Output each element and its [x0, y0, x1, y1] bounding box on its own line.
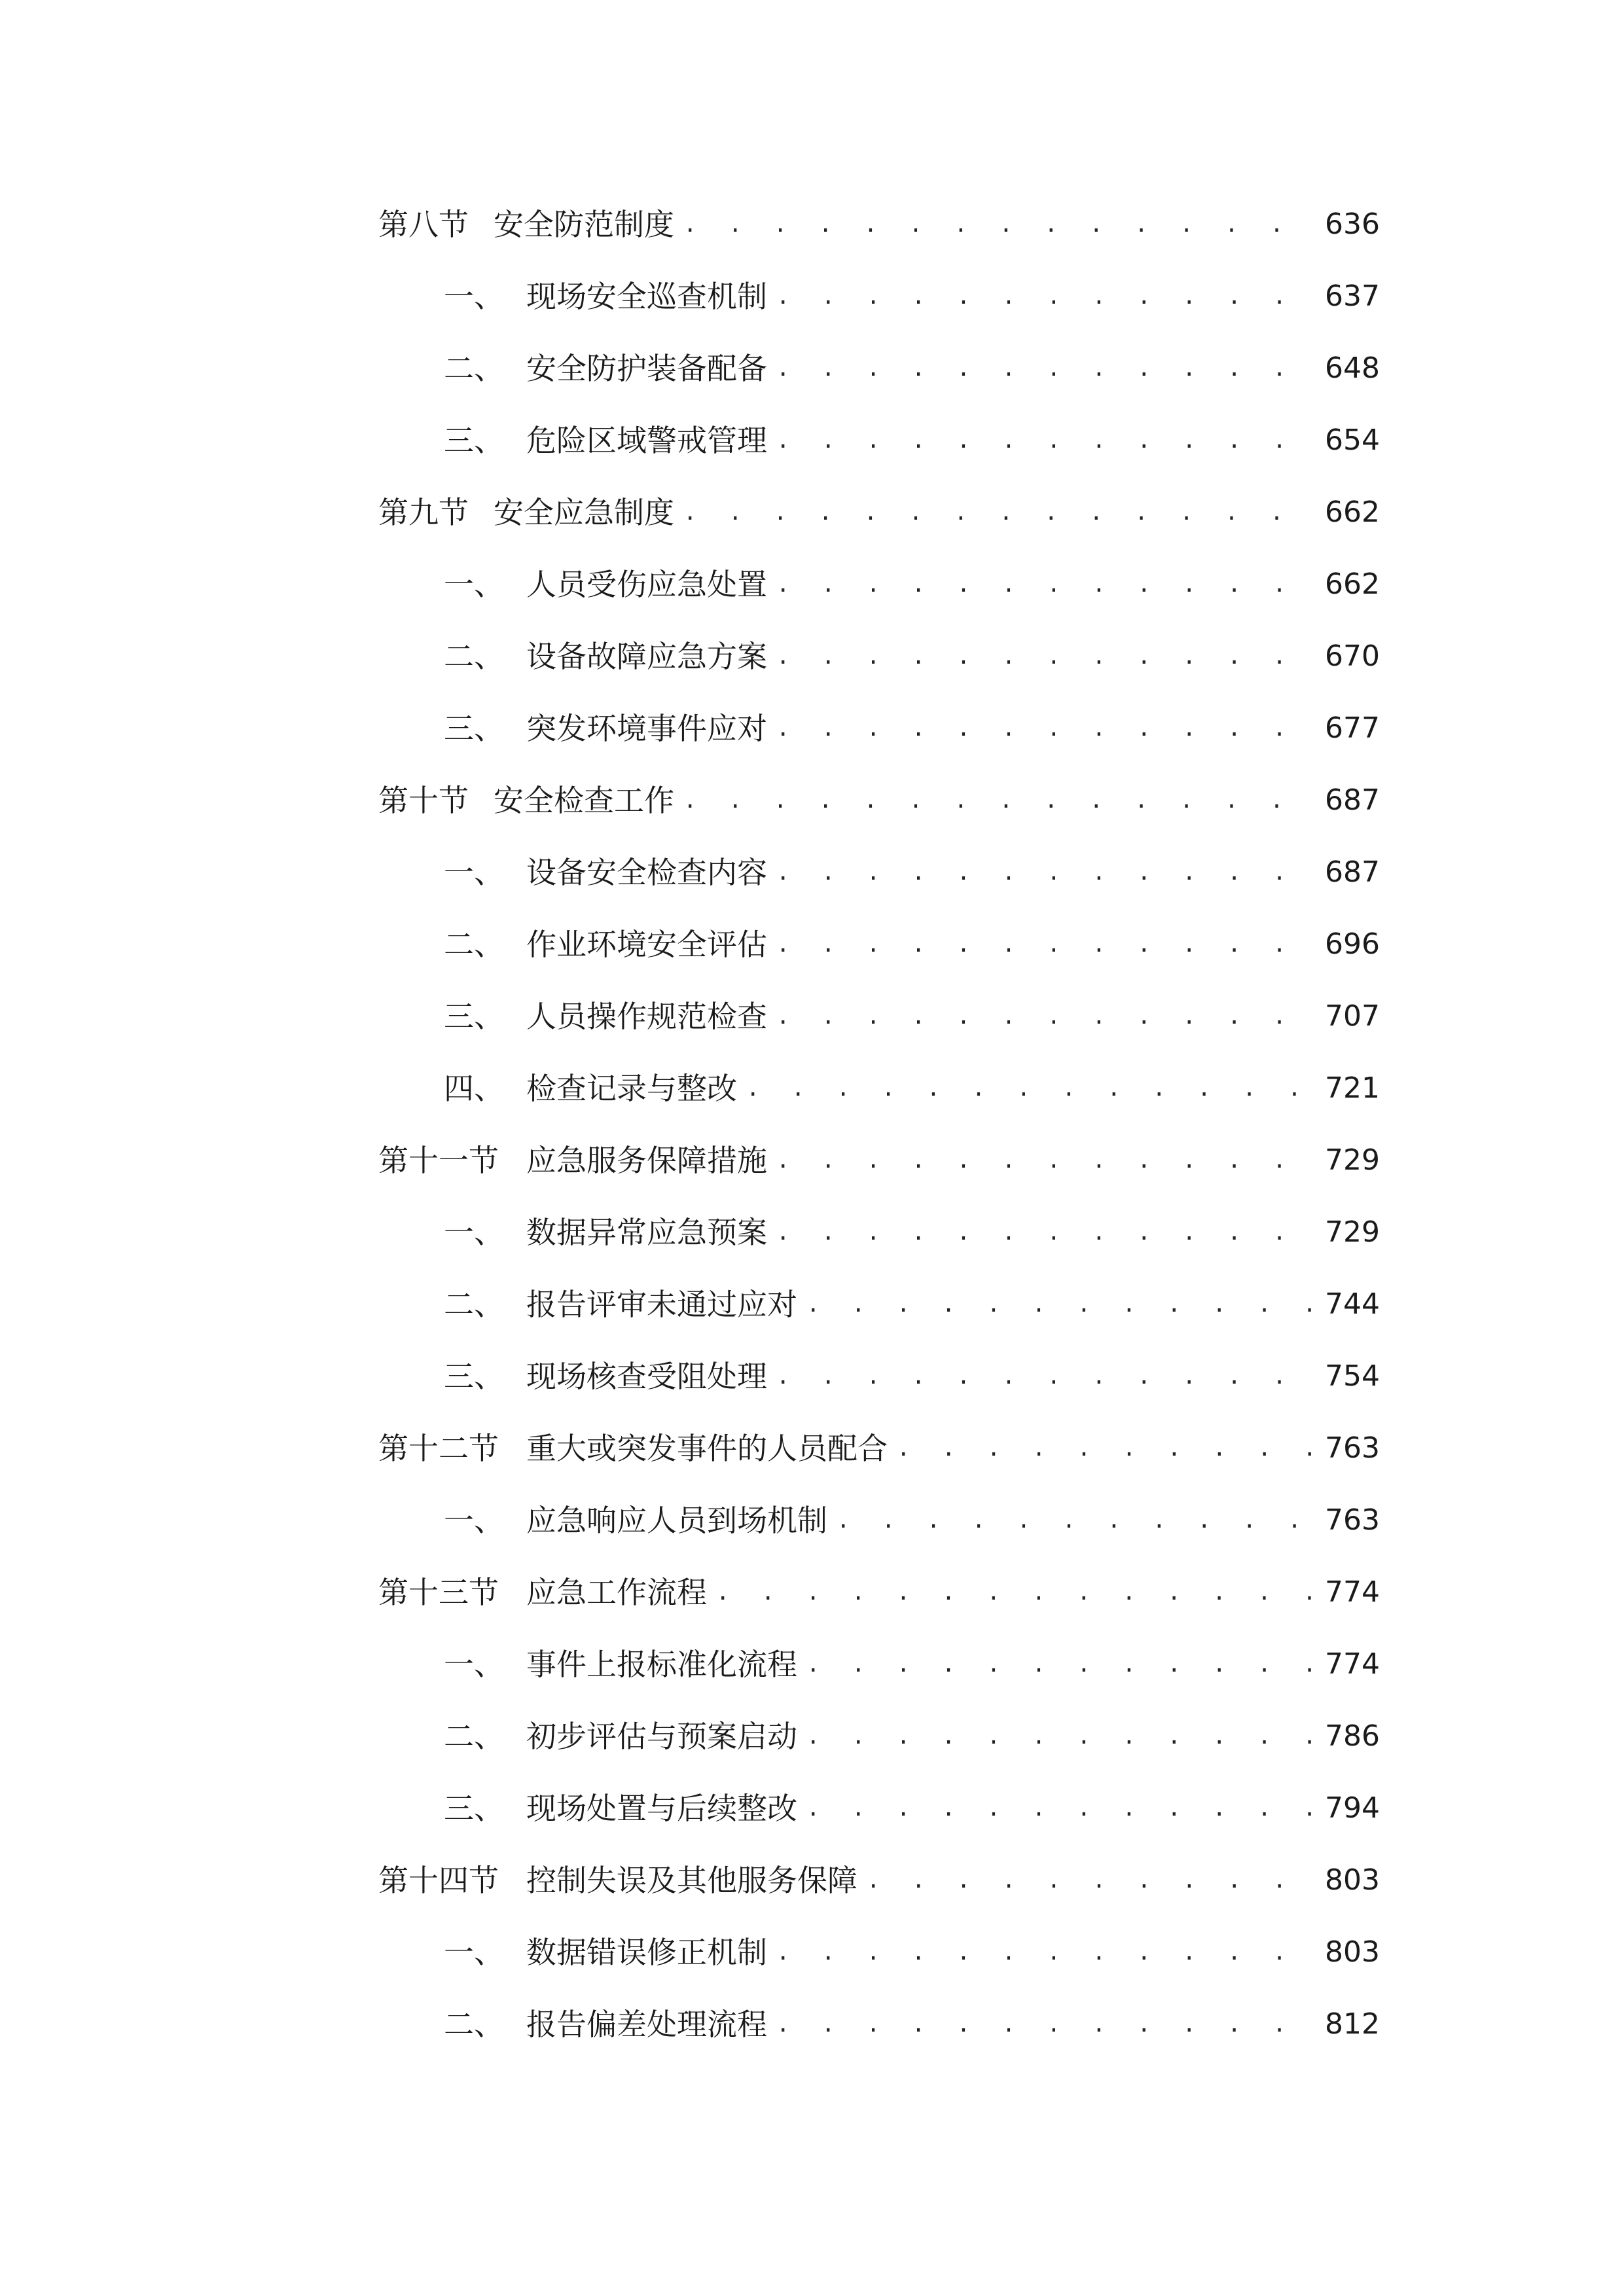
subsection-number: 三、 [444, 423, 504, 458]
toc-section-entry[interactable] [378, 1556, 1380, 1628]
toc-subsection-entry[interactable] [378, 1340, 1380, 1412]
dot-leader [776, 1124, 1313, 1196]
page-number: 707 [1325, 999, 1380, 1033]
dot-leader [776, 260, 1313, 332]
subsection-title: 设备故障应急方案 [526, 639, 767, 674]
subsection-title: 作业环境安全评估 [526, 927, 767, 962]
toc-section-entry[interactable] [378, 188, 1380, 260]
subsection-number: 一、 [444, 279, 504, 314]
toc-section-entry[interactable] [378, 764, 1380, 836]
subsection-number: 三、 [444, 1791, 504, 1826]
section-title: 应急工作流程 [526, 1575, 707, 1610]
subsection-title: 报告评审未通过应对 [526, 1287, 797, 1322]
dot-leader [716, 1556, 1313, 1628]
section-title: 安全应急制度 [494, 495, 674, 530]
page-number: 812 [1325, 2007, 1380, 2041]
page-number: 648 [1325, 351, 1380, 385]
toc-subsection-entry[interactable] [378, 1628, 1380, 1700]
toc-section-entry[interactable] [378, 1412, 1380, 1484]
subsection-number: 二、 [444, 639, 504, 674]
section-number: 第十节 [378, 783, 469, 818]
subsection-title: 数据异常应急预案 [526, 1215, 767, 1250]
dot-leader [776, 692, 1313, 764]
page-number: 744 [1325, 1287, 1380, 1321]
subsection-title: 事件上报标准化流程 [526, 1647, 797, 1682]
subsection-title: 检查记录与整改 [526, 1071, 737, 1106]
dot-leader [746, 1052, 1313, 1124]
dot-leader [776, 404, 1313, 476]
toc-subsection-entry[interactable] [378, 908, 1380, 980]
subsection-title: 人员受伤应急处置 [526, 567, 767, 602]
toc-section-entry[interactable] [378, 1124, 1380, 1196]
dot-leader [776, 548, 1313, 620]
dot-leader [776, 1988, 1313, 2060]
dot-leader [806, 1628, 1313, 1700]
section-title: 应急服务保障措施 [526, 1143, 767, 1178]
dot-leader [683, 188, 1313, 260]
subsection-number: 一、 [444, 855, 504, 890]
section-number: 第十三节 [378, 1575, 499, 1610]
page-number: 763 [1325, 1431, 1380, 1465]
toc-subsection-entry[interactable] [378, 1484, 1380, 1556]
page-number: 721 [1325, 1071, 1380, 1105]
subsection-title: 突发环境事件应对 [526, 711, 767, 746]
subsection-title: 报告偏差处理流程 [526, 2007, 767, 2042]
subsection-title: 人员操作规范检查 [526, 999, 767, 1034]
page-number: 763 [1325, 1503, 1380, 1537]
page-number: 803 [1325, 1863, 1380, 1897]
subsection-title: 数据错误修正机制 [526, 1935, 767, 1970]
toc-subsection-entry[interactable] [378, 836, 1380, 908]
dot-leader [776, 980, 1313, 1052]
subsection-number: 四、 [444, 1071, 504, 1106]
dot-leader [806, 1772, 1313, 1844]
table-of-contents [378, 188, 1380, 2060]
subsection-number: 一、 [444, 567, 504, 602]
section-number: 第十一节 [378, 1143, 499, 1178]
toc-subsection-entry[interactable] [378, 548, 1380, 620]
subsection-number: 一、 [444, 1503, 504, 1538]
page-number: 662 [1325, 567, 1380, 601]
page-number: 687 [1325, 783, 1380, 817]
subsection-number: 三、 [444, 999, 504, 1034]
page-number: 803 [1325, 1935, 1380, 1969]
page-number: 754 [1325, 1359, 1380, 1393]
subsection-title: 现场核查受阻处理 [526, 1359, 767, 1394]
dot-leader [776, 620, 1313, 692]
dot-leader [776, 908, 1313, 980]
toc-subsection-entry[interactable] [378, 692, 1380, 764]
subsection-number: 三、 [444, 1359, 504, 1394]
subsection-number: 二、 [444, 927, 504, 962]
subsection-title: 现场处置与后续整改 [526, 1791, 797, 1826]
section-number: 第八节 [378, 207, 469, 242]
toc-subsection-entry[interactable] [378, 620, 1380, 692]
page-number: 729 [1325, 1215, 1380, 1249]
page-number: 670 [1325, 639, 1380, 673]
dot-leader [806, 1268, 1313, 1340]
page-number: 729 [1325, 1143, 1380, 1177]
toc-subsection-entry[interactable] [378, 260, 1380, 332]
subsection-number: 三、 [444, 711, 504, 746]
dot-leader [776, 1340, 1313, 1412]
subsection-number: 二、 [444, 1287, 504, 1322]
toc-subsection-entry[interactable] [378, 1988, 1380, 2060]
section-title: 控制失误及其他服务保障 [526, 1863, 857, 1898]
toc-subsection-entry[interactable] [378, 1052, 1380, 1124]
subsection-number: 一、 [444, 1215, 504, 1250]
toc-subsection-entry[interactable] [378, 1196, 1380, 1268]
toc-subsection-entry[interactable] [378, 1700, 1380, 1772]
page-number: 794 [1325, 1791, 1380, 1825]
subsection-number: 一、 [444, 1935, 504, 1970]
dot-leader [776, 1196, 1313, 1268]
dot-leader [683, 764, 1313, 836]
subsection-title: 初步评估与预案启动 [526, 1719, 797, 1754]
toc-subsection-entry[interactable] [378, 980, 1380, 1052]
dot-leader [867, 1844, 1313, 1916]
section-title: 安全防范制度 [494, 207, 674, 242]
dot-leader [683, 476, 1313, 548]
dot-leader [776, 332, 1313, 404]
section-title: 重大或突发事件的人员配合 [526, 1431, 888, 1466]
toc-subsection-entry[interactable] [378, 332, 1380, 404]
page-number: 696 [1325, 927, 1380, 961]
dot-leader [776, 836, 1313, 908]
subsection-title: 设备安全检查内容 [526, 855, 767, 890]
toc-section-entry[interactable] [378, 1844, 1380, 1916]
toc-subsection-entry[interactable] [378, 1772, 1380, 1844]
section-number: 第九节 [378, 495, 469, 530]
dot-leader [776, 1916, 1313, 1988]
page-number: 687 [1325, 855, 1380, 889]
subsection-title: 现场安全巡查机制 [526, 279, 767, 314]
subsection-title: 危险区域警戒管理 [526, 423, 767, 458]
toc-subsection-entry[interactable] [378, 1916, 1380, 1988]
subsection-number: 二、 [444, 351, 504, 386]
section-number: 第十二节 [378, 1431, 499, 1466]
toc-section-entry[interactable] [378, 476, 1380, 548]
page-number: 662 [1325, 495, 1380, 529]
subsection-number: 二、 [444, 1719, 504, 1754]
section-number: 第十四节 [378, 1863, 499, 1898]
subsection-number: 一、 [444, 1647, 504, 1682]
dot-leader [897, 1412, 1313, 1484]
toc-subsection-entry[interactable] [378, 404, 1380, 476]
toc-subsection-entry[interactable] [378, 1268, 1380, 1340]
page-number: 636 [1325, 207, 1380, 241]
page-number: 774 [1325, 1647, 1380, 1681]
page-number: 677 [1325, 711, 1380, 745]
subsection-title: 安全防护装备配备 [526, 351, 767, 386]
dot-leader [806, 1700, 1313, 1772]
page-number: 654 [1325, 423, 1380, 457]
subsection-number: 二、 [444, 2007, 504, 2042]
page-number: 637 [1325, 279, 1380, 313]
dot-leader [837, 1484, 1313, 1556]
subsection-title: 应急响应人员到场机制 [526, 1503, 827, 1538]
page-number: 774 [1325, 1575, 1380, 1609]
page-number: 786 [1325, 1719, 1380, 1753]
section-title: 安全检查工作 [494, 783, 674, 818]
